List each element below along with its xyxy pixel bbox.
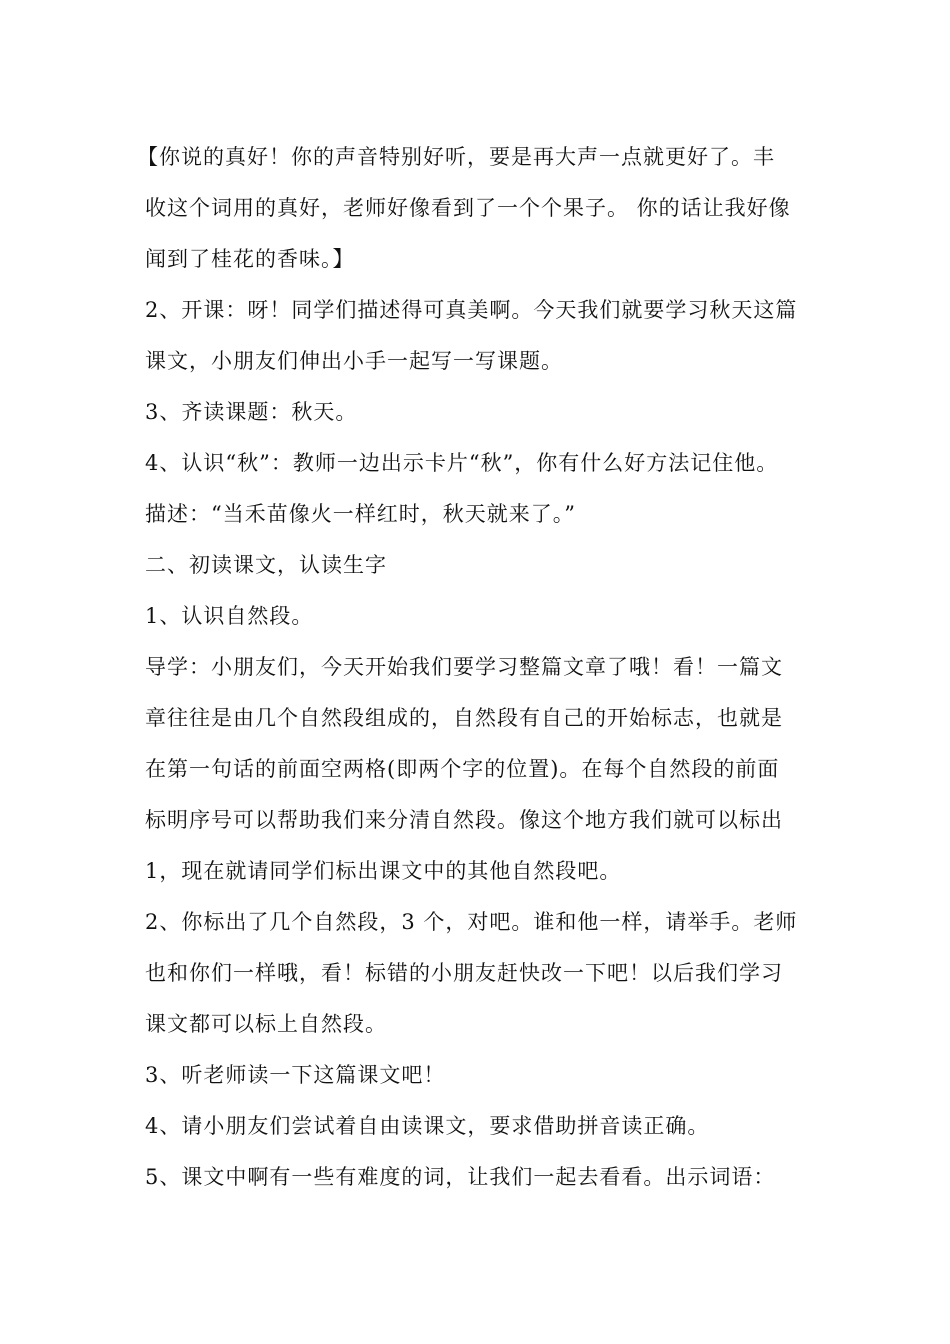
text-line: 1、认识自然段。	[145, 604, 314, 628]
text-line: 1，现在就请同学们标出课文中的其他自然段吧。	[145, 859, 622, 883]
text-line: 描述：“当禾苗像火一样红时，秋天就来了。”	[145, 502, 576, 526]
text-line: 闻到了桂花的香味。】	[145, 247, 355, 271]
text-line: 收这个词用的真好，老师好像看到了一个个果子。 你的话让我好像	[145, 196, 791, 220]
document-body	[137, 132, 825, 1203]
text-line: 4、认识“秋”：教师一边出示卡片“秋”，你有什么好方法记住他。	[145, 451, 779, 475]
text-line: 【你说的真好！你的声音特别好听，要是再大声一点就更好了。丰	[137, 145, 775, 169]
text-line: 标明序号可以帮助我们来分清自然段。像这个地方我们就可以标出	[145, 808, 783, 832]
text-line: 课文都可以标上自然段。	[145, 1012, 387, 1036]
text-line: 4、请小朋友们尝试着自由读课文，要求借助拼音读正确。	[145, 1114, 710, 1138]
text-line: 章往往是由几个自然段组成的，自然段有自己的开始标志，也就是	[145, 706, 783, 730]
text-line: 3、齐读课题：秋天。	[145, 400, 358, 424]
section-heading: 二、初读课文，认读生字	[145, 553, 387, 577]
text-line: 课文，小朋友们伸出小手一起写一写课题。	[145, 349, 563, 373]
text-line: 导学：小朋友们，今天开始我们要学习整篇文章了哦！看！一篇文	[145, 655, 783, 679]
text-line: 5、课文中啊有一些有难度的词，让我们一起去看看。出示词语：	[145, 1165, 776, 1189]
text-line: 在第一句话的前面空两格(即两个字的位置)。在每个自然段的前面	[145, 757, 780, 781]
text-line: 2、开课：呀！同学们描述得可真美啊。今天我们就要学习秋天这篇	[145, 298, 798, 322]
text-line: 也和你们一样哦，看！标错的小朋友赶快改一下吧！以后我们学习	[145, 961, 783, 985]
text-line: 2、你标出了几个自然段，3 个，对吧。谁和他一样，请举手。老师	[145, 910, 798, 934]
text-line: 3、听老师读一下这篇课文吧！	[145, 1063, 446, 1087]
